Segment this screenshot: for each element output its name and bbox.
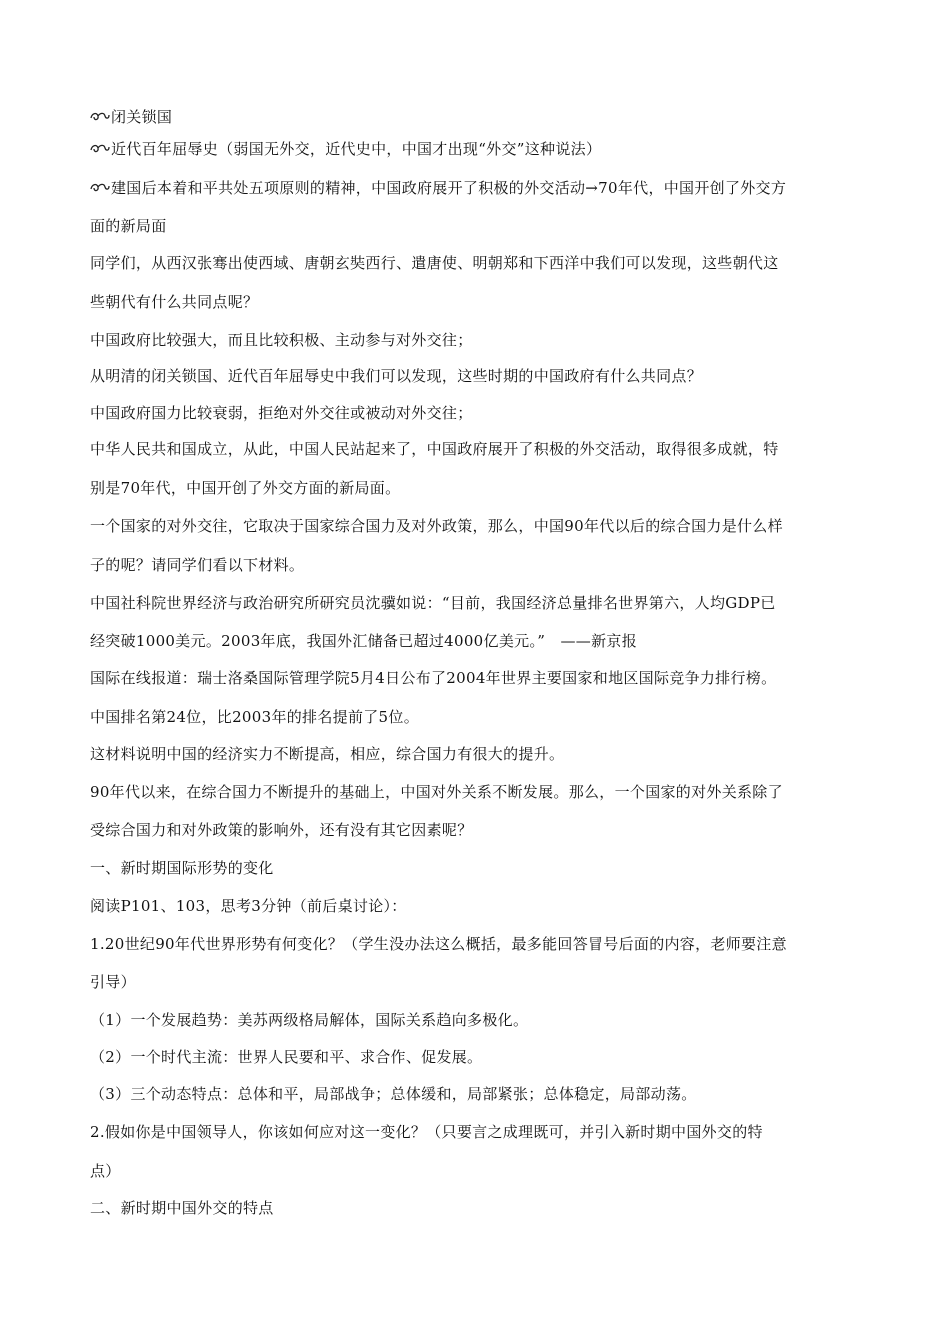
line-text: 中国政府比较强大，而且比较积极、主动参与对外交往； [90,331,473,349]
curl-bullet-icon [90,109,110,123]
line-text: 中华人民共和国成立，从此，中国人民站起来了，中国政府展开了积极的外交活动，取得很多成就，特 [90,440,779,458]
line-text: 二、新时期中国外交的特点 [90,1199,274,1217]
paragraph-line [90,631,870,651]
line-text: 这材料说明中国的经济实力不断提高，相应，综合国力有很大的提升。 [90,745,565,763]
paragraph-line [90,403,870,423]
line-text: 90年代以来，在综合国力不断提升的基础上，中国对外关系不断发展。那么，一个国家的对外关系除了 [90,783,783,801]
line-text: 同学们，从西汉张骞出使西域、唐朝玄奘西行、遣唐使、明朝郑和下西洋中我们可以发现，这些朝代这 [90,254,779,272]
paragraph-line [90,330,870,350]
paragraph-line [90,1122,870,1142]
paragraph-line [90,516,870,536]
line-text: 一、新时期国际形势的变化 [90,859,274,877]
curl-bullet-icon [90,180,110,194]
line-text: 建国后本着和平共处五项原则的精神，中国政府展开了积极的外交活动→70年代，中国开创了外交方 [111,179,787,197]
paragraph-line [90,216,870,236]
paragraph-line [90,668,870,688]
paragraph-line [90,366,870,386]
paragraph-line [90,972,870,992]
paragraph-line [90,478,870,498]
line-text: 中国排名第24位，比2003年的排名提前了5位。 [90,708,420,726]
paragraph-line [90,934,870,954]
line-text: 中国社科院世界经济与政治研究所研究员沈骥如说：“目前，我国经济总量排名世界第六，人均GDP已 [90,594,776,612]
line-text: 近代百年屈辱史（弱国无外交，近代史中，中国才出现“外交”这种说法） [111,140,602,158]
curl-bullet-icon [90,141,110,155]
line-text: （2）一个时代主流：世界人民要和平、求合作、促发展。 [90,1048,483,1066]
paragraph-line [90,1198,870,1218]
line-text: 引导） [90,973,136,991]
paragraph-line [90,1010,870,1030]
line-text: 一个国家的对外交往，它取决于国家综合国力及对外政策，那么，中国90年代以后的综合国力是什么样 [90,517,783,535]
line-text: 中国政府国力比较衰弱，拒绝对外交往或被动对外交往； [90,404,473,422]
line-text: 子的呢？请同学们看以下材料。 [90,556,305,574]
paragraph-line [90,292,870,312]
line-text: 从明清的闭关锁国、近代百年屈辱史中我们可以发现，这些时期的中国政府有什么共同点？ [90,367,703,385]
line-text: 些朝代有什么共同点呢？ [90,293,259,311]
paragraph-line [90,1047,870,1067]
bullet-paragraph-line [90,178,870,198]
paragraph-line [90,896,870,916]
paragraph-line [90,253,870,273]
paragraph-line [90,439,870,459]
line-text: （3）三个动态特点：总体和平，局部战争；总体缓和，局部紧张；总体稳定，局部动荡。 [90,1085,697,1103]
line-text: 2.假如你是中国领导人，你该如何应对这一变化？（只要言之成理既可，并引入新时期中国外交的特 [90,1123,763,1141]
line-text: 国际在线报道：瑞士洛桑国际管理学院5月4日公布了2004年世界主要国家和地区国际竞争力排行榜。 [90,669,777,687]
bullet-paragraph-line [90,107,870,127]
paragraph-line [90,1084,870,1104]
paragraph-line [90,858,870,878]
paragraph-line [90,707,870,727]
paragraph-line [90,744,870,764]
bullet-paragraph-line [90,139,870,159]
line-text: 别是70年代，中国开创了外交方面的新局面。 [90,479,401,497]
line-text: 点） [90,1162,121,1180]
paragraph-line [90,782,870,802]
line-text: （1）一个发展趋势：美苏两级格局解体，国际关系趋向多极化。 [90,1011,529,1029]
line-text: 阅读P101、103，思考3分钟（前后桌讨论）： [90,897,407,915]
paragraph-line [90,555,870,575]
line-text: 1.20世纪90年代世界形势有何变化？（学生没办法这么概括，最多能回答冒号后面的内容，老师要注意 [90,935,787,953]
paragraph-line [90,1161,870,1181]
paragraph-line [90,593,870,613]
line-text: 闭关锁国 [111,108,173,126]
line-text: 经突破1000美元。2003年底，我国外汇储备已超过4000亿美元。” ——新京报 [90,632,637,650]
line-text: 面的新局面 [90,217,167,235]
line-text: 受综合国力和对外政策的影响外，还有没有其它因素呢？ [90,821,473,839]
paragraph-line [90,820,870,840]
